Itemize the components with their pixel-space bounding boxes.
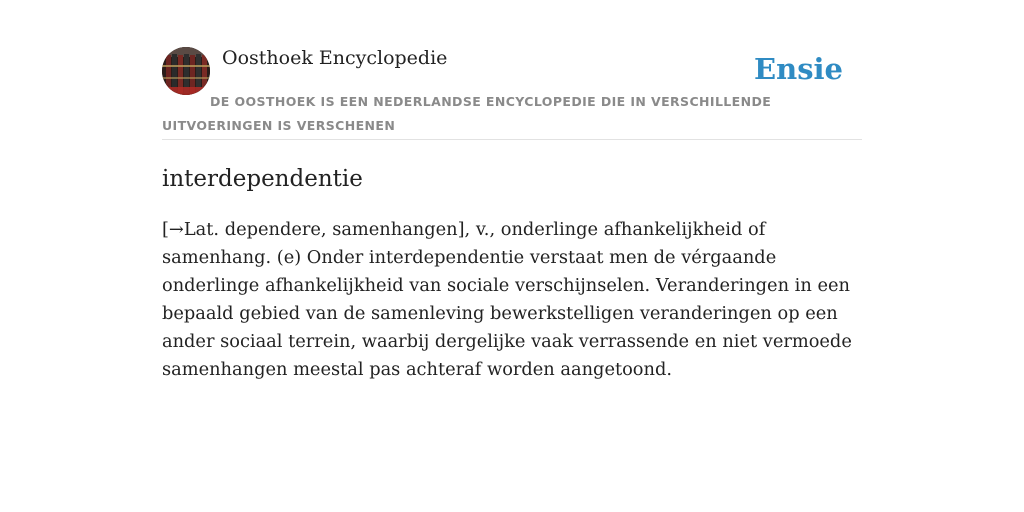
entry-title: interdependentie (162, 166, 363, 192)
site-header (162, 46, 862, 140)
content-container (162, 46, 862, 380)
encyclopedia-books-icon[interactable] (162, 47, 210, 95)
brand-logo[interactable]: Ensie (754, 52, 843, 86)
site-tagline: DE OOSTHOEK IS EEN NEDERLANDSE ENCYCLOPEDIE DIE IN VERSCHILLENDE UITVOERINGEN IS VERSCHENEN (162, 94, 772, 133)
entry-body: [→Lat. dependere, samenhangen], v., onderlinge afhankelijkheid of samenhang. (e) Onder interdependentie verstaat men de vérgaande onderlinge afhankelijkheid van sociale verschijnselen. Veranderingen in een bepaald gebied van de samenleving bewerkstelligen veranderingen op een ander sociaal terrein, waarbij dergelijke vaak verrassende en niet vermoede samenhangen meestal pas achteraf worden aangetoond. (162, 219, 852, 380)
site-title[interactable]: Oosthoek Encyclopedie (222, 47, 448, 69)
